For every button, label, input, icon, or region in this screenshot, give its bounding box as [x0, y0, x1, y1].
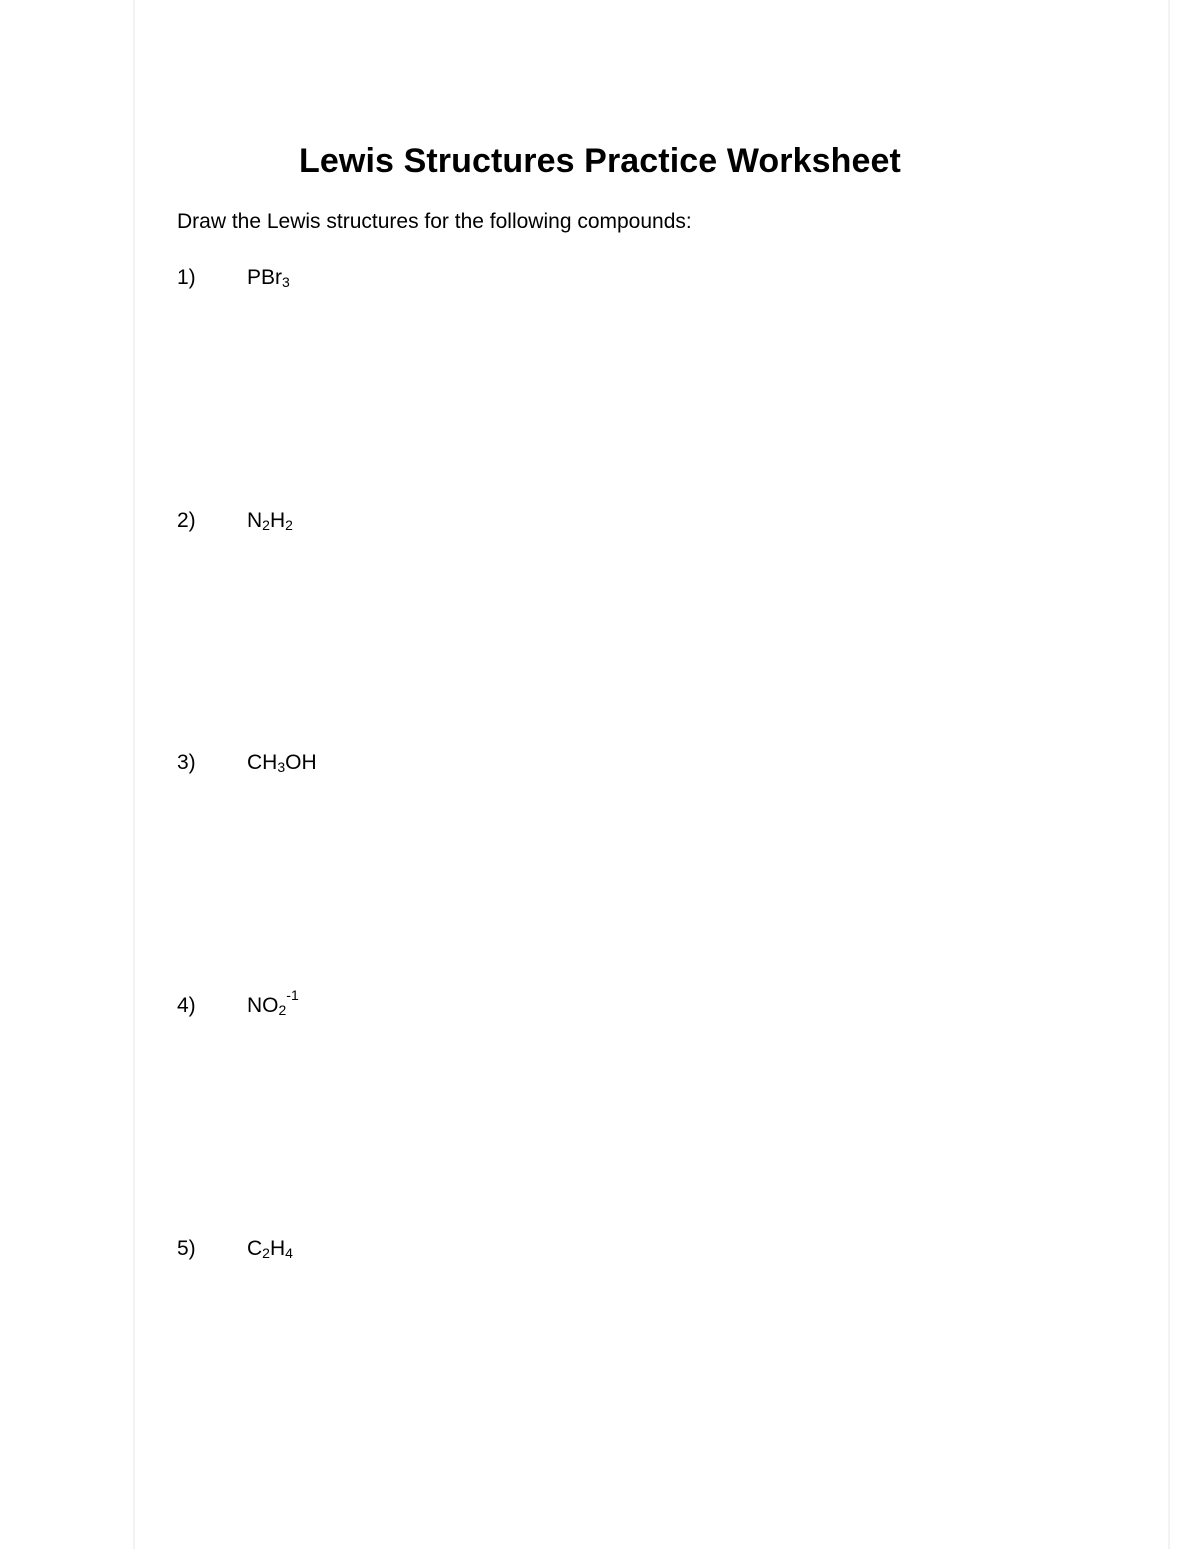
formula-subscript: 2 — [278, 1002, 287, 1018]
formula-symbol: CH — [247, 751, 278, 774]
chemical-formula — [247, 263, 290, 293]
formula-symbol: PBr — [247, 266, 283, 289]
page-edge-left — [133, 0, 135, 1549]
chemical-formula — [247, 987, 299, 1021]
question-number: 2) — [177, 509, 196, 532]
question-number: 1) — [177, 266, 196, 289]
chemical-formula — [247, 1234, 293, 1264]
formula-symbol: H — [269, 509, 286, 532]
formula-symbol: H — [269, 1237, 286, 1260]
question-number: 3) — [177, 751, 196, 774]
formula-subscript: 2 — [262, 517, 270, 533]
chemical-formula — [247, 506, 293, 536]
formula-symbol: OH — [285, 751, 317, 774]
page-edge-right — [1168, 0, 1170, 1549]
question-number: 5) — [177, 1237, 196, 1260]
formula-subscript: 3 — [277, 759, 286, 775]
chemical-formula — [247, 748, 317, 778]
formula-subscript: 2 — [262, 1245, 270, 1261]
worksheet-title: Lewis Structures Practice Worksheet — [299, 142, 901, 180]
formula-symbol: C — [247, 1237, 263, 1260]
formula-symbol: N — [247, 509, 263, 532]
formula-subscript: 2 — [285, 517, 293, 533]
formula-superscript: -1 — [286, 987, 299, 1003]
formula-subscript: 4 — [285, 1245, 293, 1261]
formula-subscript: 3 — [282, 274, 290, 290]
formula-symbol: NO — [247, 994, 279, 1017]
question-number: 4) — [177, 994, 196, 1017]
worksheet-instructions: Draw the Lewis structures for the following compounds: — [177, 210, 692, 233]
